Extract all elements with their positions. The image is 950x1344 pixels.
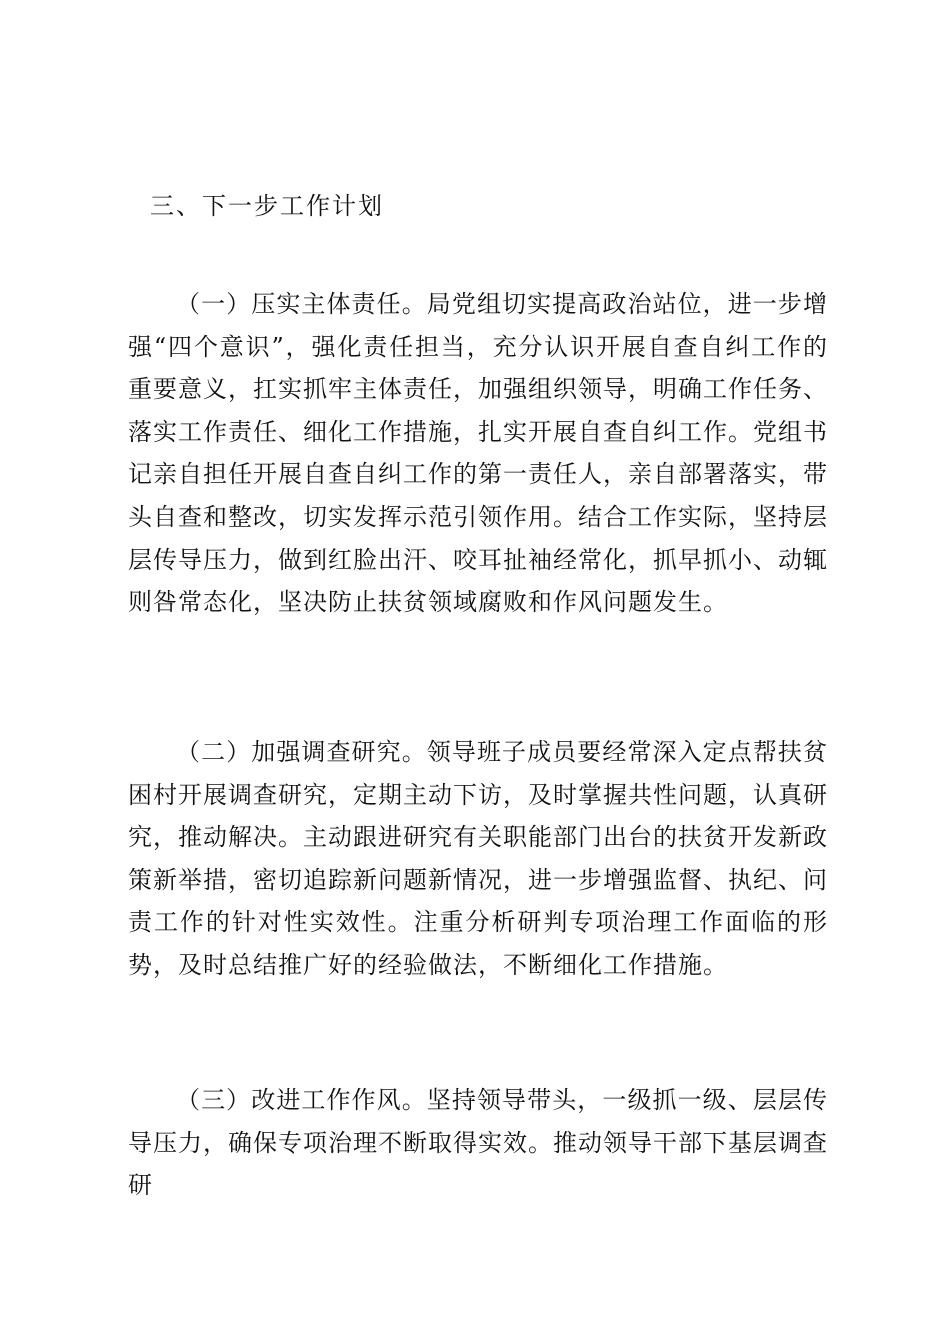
paragraph-2: （二）加强调查研究。领导班子成员要经常深入定点帮扶贫困村开展调查研究，定期主动下访，及时掌握共性问题，认真研究，推动解决。主动跟进研究有关职能部门出台的扶贫开发新政策新举措，密切追踪新问题新情况，进一步增强监督、执纪、问责工作的针对性实效性。注重分析研判专项治理工作面临的形势，及时总结推广好的经验做法，不断细化工作措施。 [128,738,828,979]
paragraph-1: （一）压实主体责任。局党组切实提高政治站位，进一步增强“四个意识”，强化责任担当，充分认识开展自查自纠工作的重要意义，扛实抓牢主体责任，加强组织领导，明确工作任务、落实工作责任、细化工作措施，扎实开展自查自纠工作。党组书记亲自担任开展自查自纠工作的第一责任人，亲自部署落实，带头自查和整改，切实发挥示范引领作用。结合工作实际，坚持层层传导压力，做到红脸出汗、咬耳扯袖经常化，抓早抓小、动辄则咎常态化，坚决防止扶贫领域腐败和作风问题发生。 [128,290,828,617]
section-heading: 三、下一步工作计划 [150,192,384,220]
paragraph-3: （三）改进工作作风。坚持领导带头，一级抓一级、层层传导压力，确保专项治理不断取得实效。推动领导干部下基层调查研 [128,1086,828,1200]
